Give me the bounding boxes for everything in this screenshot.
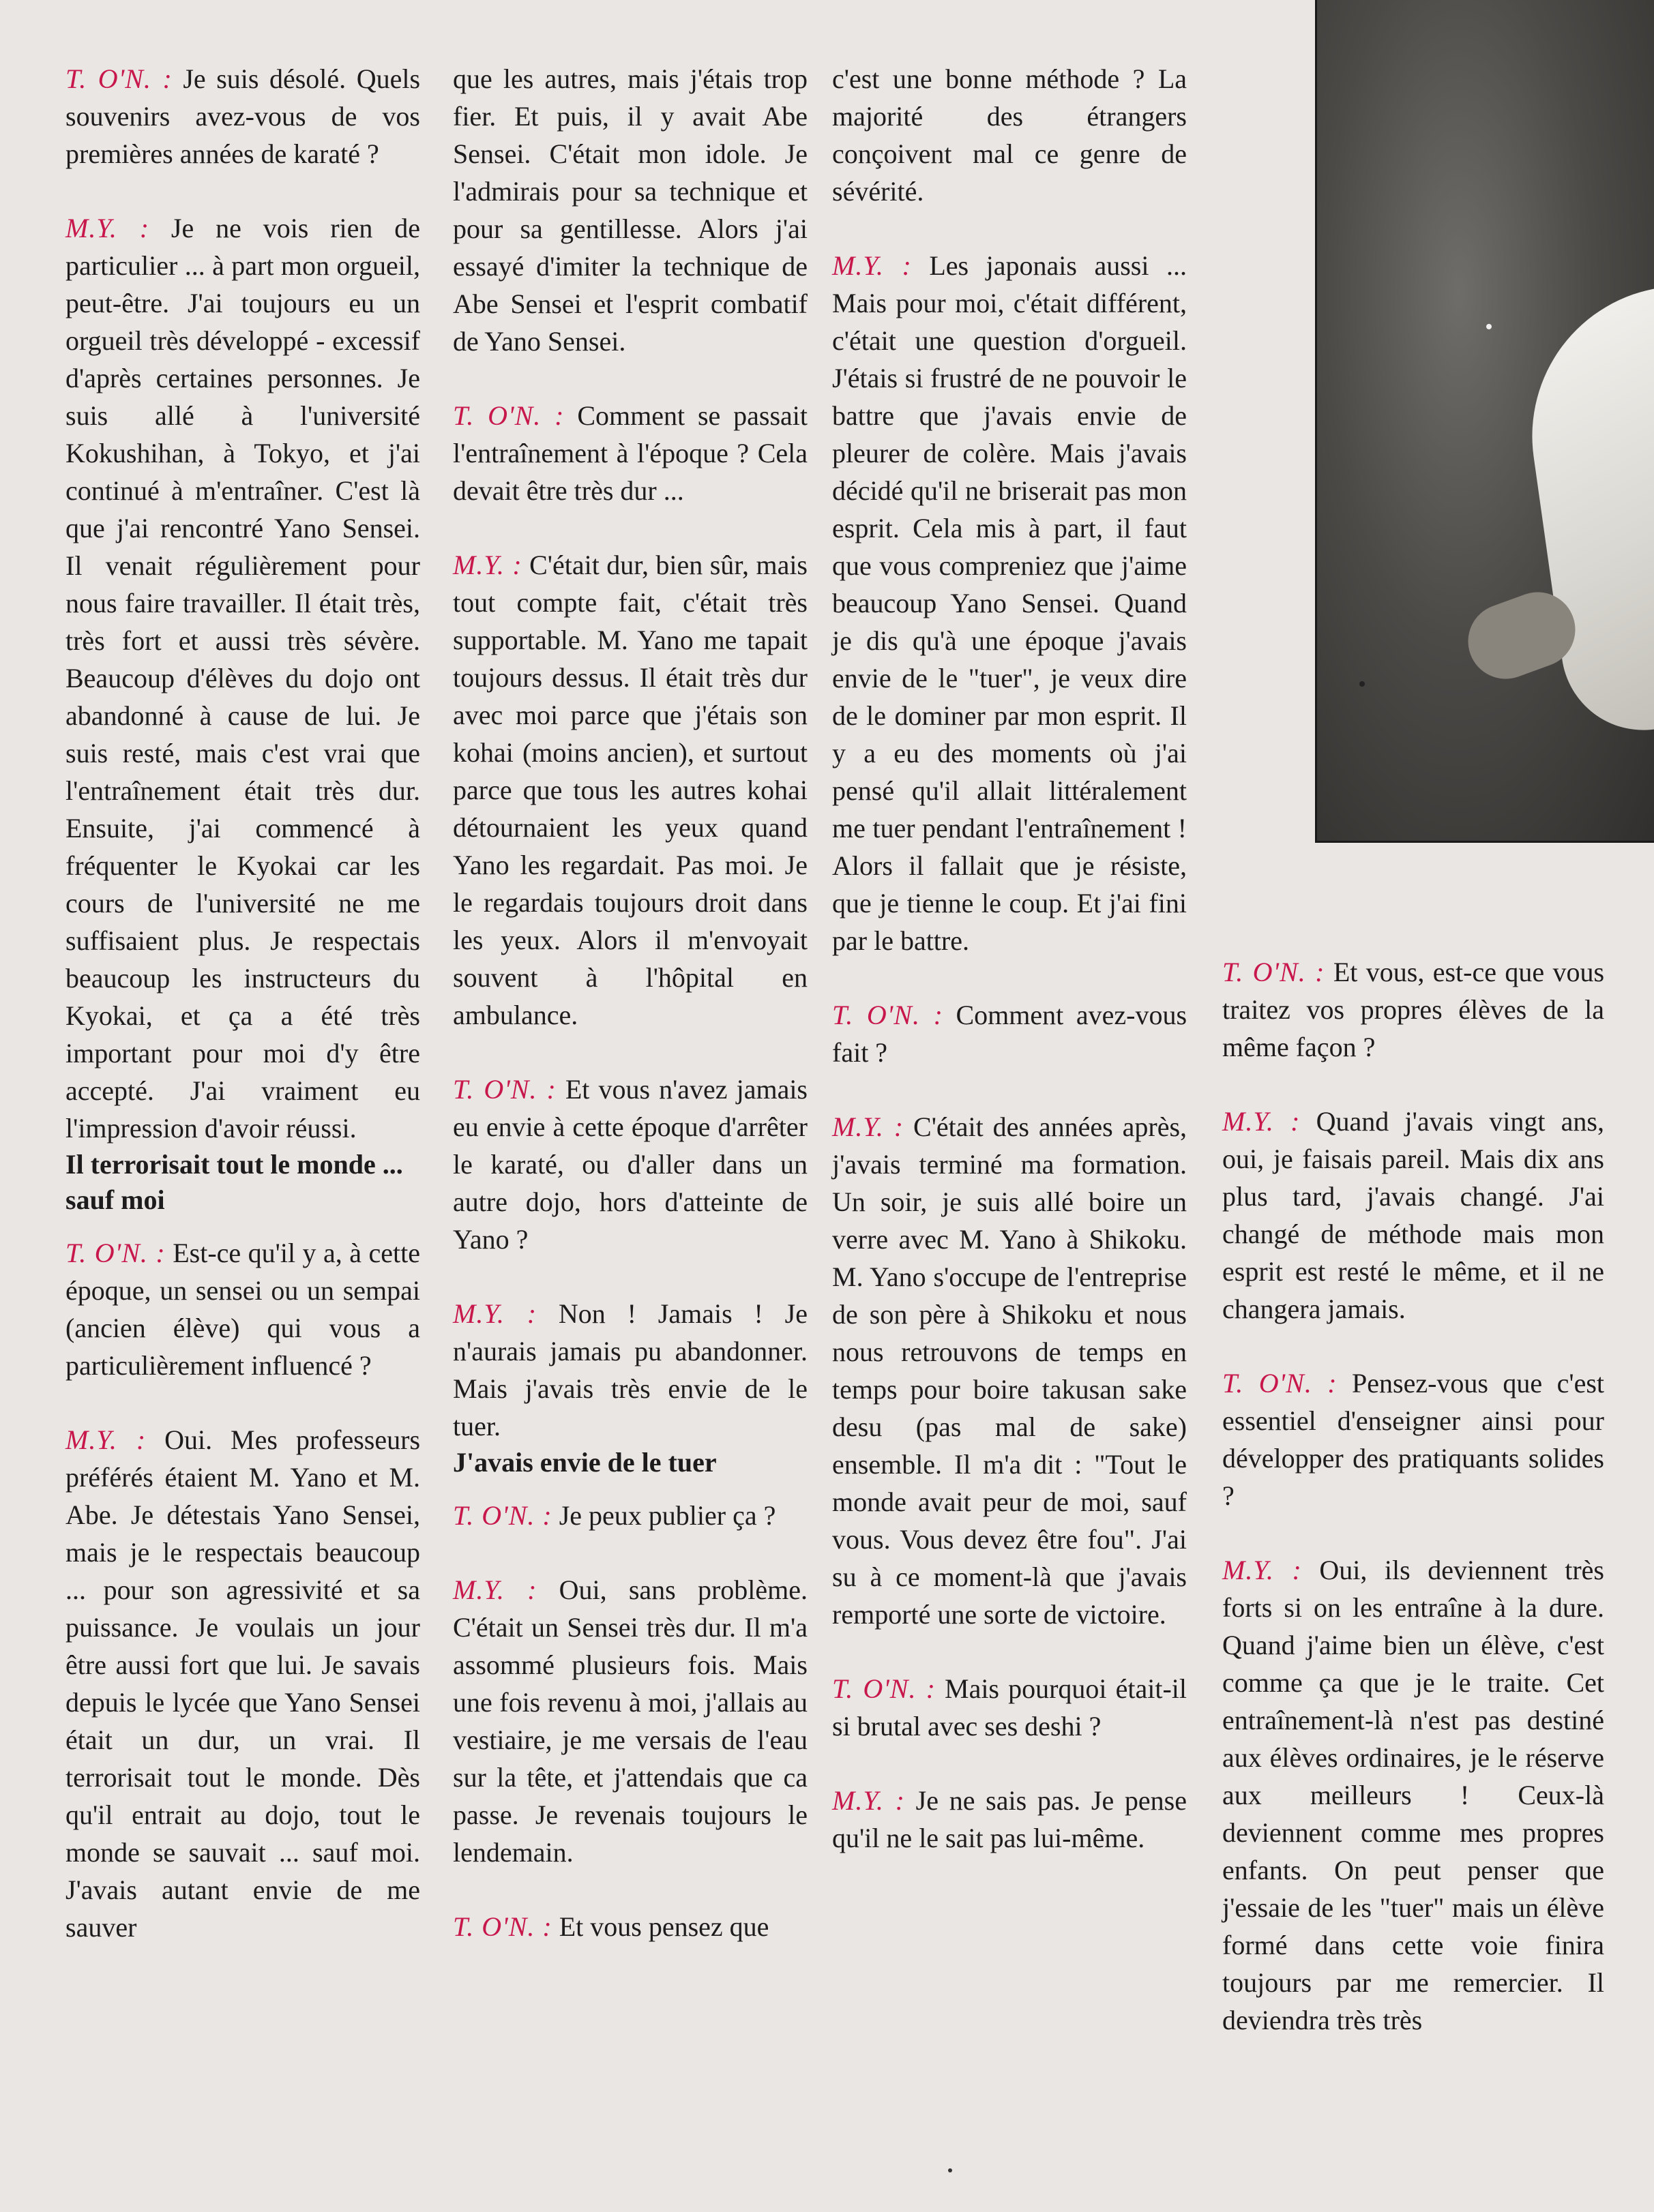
question-paragraph [832, 1670, 1187, 1745]
continued-paragraph: c'est une bonne méthode ? La majorité des étrangers conçoivent mal ce genre de sévérité. [832, 63, 1187, 207]
subheading: Il terrorisait tout le monde ... sauf moi [65, 1149, 403, 1215]
paragraph-text: Je ne vois rien de particulier ... à part mon orgueil, peut-être. J'ai toujours eu un orgueil très développé - excessif d'après certaines personnes. Je suis allé à l'université Kokushihan, à Tokyo, et j'ai continué à m'entraîner. C'est là que j'ai rencontré Yano Sensei. Il venait régulièrement pour nous faire travailler. Il était très, très fort et aussi très sévère. Beaucoup d'élèves du dojo ont abandonné à cause de lui. Je suis resté, mais c'est vrai que l'entraînement était très dur. Ensuite, j'ai commencé à fréquenter le Kyokai car les cours de l'université ne me suffisaient plus. Je respectais beaucoup les instructeurs du Kyokai, et ça a été très important pour moi d'y être accepté. J'ai vraiment eu l'impression d'avoir réussi. [65, 213, 421, 1144]
paragraph-text: Quand j'avais vingt ans, oui, je faisais pareil. Mais dix ans plus tard, j'avais changé. J'ai changé de méthode mais mon esprit est resté le même, et il ne changera jamais. [1222, 1106, 1604, 1324]
question-paragraph [65, 60, 420, 173]
speaker-interviewer: T. O'N. : [453, 1074, 557, 1105]
speaker-interviewer: T. O'N. : [832, 1673, 936, 1704]
answer-paragraph [1222, 1551, 1604, 2039]
column-3 [832, 60, 1187, 1857]
paragraph-text: Mais pourquoi était-il si brutal avec ses deshi ? [832, 1673, 1187, 1742]
answer-paragraph [832, 1108, 1187, 1633]
paragraph-text: Je peux publier ça ? [559, 1500, 776, 1531]
answer-paragraph [832, 1782, 1187, 1857]
answer-paragraph [453, 546, 808, 1034]
speaker-master: M.Y. : [832, 1111, 904, 1142]
speaker-interviewer: T. O'N. : [453, 1500, 552, 1531]
speaker-master: M.Y. : [1222, 1106, 1301, 1137]
question-paragraph [453, 397, 808, 509]
page-dot [948, 2168, 952, 2172]
paragraph-text: Et vous n'avez jamais eu envie à cette époque d'arrêter le karaté, ou d'aller dans un autre dojo, hors d'atteinte de Yano ? [453, 1074, 808, 1255]
answer-paragraph [65, 209, 420, 1147]
photo-speck [1359, 681, 1365, 687]
answer-paragraph [65, 1421, 420, 1946]
paragraph-text: Je ne sais pas. Je pense qu'il ne le sait pas lui-même. [832, 1785, 1187, 1853]
paragraph-text: Oui. Mes professeurs préférés étaient M. Yano et M. Abe. Je détestais Yano Sensei, mais je le respectais beaucoup ... pour son agressivité et sa puissance. Je voulais un jour être aussi fort que lui. Je savais depuis le lycée que Yano Sensei était un dur, un vrai. Il terrorisait tout le monde. Dès qu'il entrait au dojo, tout le monde se sauvait ... sauf moi. J'avais autant envie de me sauver [65, 1424, 421, 1943]
paragraph-text: Oui, sans problème. C'était un Sensei très dur. Il m'a assommé plusieurs fois. Mais une fois revenu à moi, j'allais au vestiaire, je me versais de l'eau sur la tête, et j'attendais que ca passe. Je revenais toujours le lendemain. [453, 1574, 808, 1868]
paragraph-text: Les japonais aussi ... Mais pour moi, c'était différent, c'était une question d'orgueil. J'étais si frustré de ne pouvoir le battre que j'avais envie de pleurer de colère. Mais j'avais décidé qu'il ne briserait pas mon esprit. Cela mis à part, il faut que vous compreniez que j'aime beaucoup Yano Sensei. Quand je dis qu'à une époque j'avais envie de le "tuer", je veux dire de le dominer par mon esprit. Il y a eu des moments où j'ai pensé qu'il allait littéralement me tuer pendant l'entraînement ! Alors il fallait que je résiste, que je tienne le coup. Et j'ai fini par le battre. [832, 250, 1187, 956]
speaker-interviewer: T. O'N. : [1222, 957, 1325, 987]
column-2 [453, 60, 808, 1945]
photo-speck [1486, 324, 1492, 329]
speaker-master: M.Y. : [1222, 1555, 1302, 1585]
karate-gi-figure [1513, 278, 1654, 741]
question-paragraph [453, 1908, 808, 1945]
column-1 [65, 60, 420, 1946]
question-paragraph [453, 1497, 808, 1534]
speaker-interviewer: T. O'N. : [453, 1911, 552, 1942]
answer-paragraph [453, 1571, 808, 1871]
answer-paragraph [453, 1295, 808, 1445]
speaker-interviewer: T. O'N. : [453, 400, 565, 431]
speaker-master: M.Y. : [453, 550, 522, 580]
question-paragraph [65, 1234, 420, 1384]
speaker-master: M.Y. : [453, 1574, 537, 1605]
speaker-master: M.Y. : [832, 1785, 905, 1816]
question-paragraph [453, 1071, 808, 1258]
paragraph-text: Comment avez-vous fait ? [832, 1000, 1187, 1068]
speaker-master: M.Y. : [65, 213, 150, 243]
continued-paragraph: que les autres, mais j'étais trop fier. Et puis, il y avait Abe Sensei. C'était mon idole. Je l'admirais pour sa technique et pour sa gentillesse. Alors j'ai essayé d'imiter la technique de Abe Sensei et l'esprit combatif de Yano Sensei. [453, 63, 808, 357]
question-paragraph [1222, 953, 1604, 1066]
column-4 [1222, 953, 1604, 2039]
question-paragraph [1222, 1364, 1604, 1514]
answer-paragraph [832, 247, 1187, 959]
speaker-master: M.Y. : [832, 250, 912, 281]
paragraph-text: C'était des années après, j'avais terminé ma formation. Un soir, je suis allé boire un verre avec M. Yano à Shikoku. M. Yano s'occupe de l'entreprise de son père à Shikoku et nous nous retrouvons de temps en temps pour boire takusan sake desu (pas mal de sake) ensemble. Il m'a dit : "Tout le monde avait peur de moi, sauf vous. Vous devez être fou". J'ai su à ce moment-là que j'avais remporté une sorte de victoire. [832, 1111, 1187, 1630]
paragraph-text: Oui, ils deviennent très forts si on les entraîne à la dure. Quand j'aime bien un élève, c'est comme ça que je le traite. Cet entraînement-là n'est pas destiné aux élèves ordinaires, je le réserve aux meilleurs ! Ceux-là deviennent comme mes propres enfants. On peut penser que j'essaie de les "tuer" mais un élève formé dans cette voie finira toujours par me remercier. Il deviendra très très [1222, 1555, 1604, 2035]
paragraph-text: Comment se passait l'entraînement à l'époque ? Cela devait être très dur ... [453, 400, 808, 506]
karate-photo [1315, 0, 1654, 843]
paragraph-text: Pensez-vous que c'est essentiel d'enseigner ainsi pour développer des pratiquants solides ? [1222, 1368, 1605, 1511]
speaker-interviewer: T. O'N. : [1222, 1368, 1338, 1399]
speaker-master: M.Y. : [453, 1298, 537, 1329]
speaker-interviewer: T. O'N. : [832, 1000, 943, 1030]
answer-paragraph [1222, 1103, 1604, 1328]
paragraph-text: Et vous pensez que [559, 1911, 769, 1942]
speaker-master: M.Y. : [65, 1424, 147, 1455]
paragraph-text: Non ! Jamais ! Je n'aurais jamais pu abandonner. Mais j'avais très envie de le tuer. [453, 1298, 808, 1441]
speaker-interviewer: T. O'N. : [65, 63, 173, 94]
speaker-interviewer: T. O'N. : [65, 1238, 166, 1268]
paragraph-text: Et vous, est-ce que vous traitez vos propres élèves de la même façon ? [1222, 957, 1605, 1062]
subheading: J'avais envie de le tuer [453, 1447, 717, 1478]
paragraph-text: Est-ce qu'il y a, à cette époque, un sensei ou un sempai (ancien élève) qui vous a particulièrement influencé ? [65, 1238, 421, 1381]
question-paragraph [832, 996, 1187, 1071]
paragraph-text: C'était dur, bien sûr, mais tout compte fait, c'était très supportable. M. Yano me tapait toujours dessus. Il était très dur avec moi parce que j'étais son kohai (moins ancien), et surtout parce que tous les autres kohai détournaient les yeux quand Yano les regardait. Pas moi. Je le regardais toujours droit dans les yeux. Alors il m'envoyait souvent à l'hôpital en ambulance. [453, 550, 808, 1030]
paragraph-text: Je suis désolé. Quels souvenirs avez-vous de vos premières années de karaté ? [65, 63, 421, 169]
